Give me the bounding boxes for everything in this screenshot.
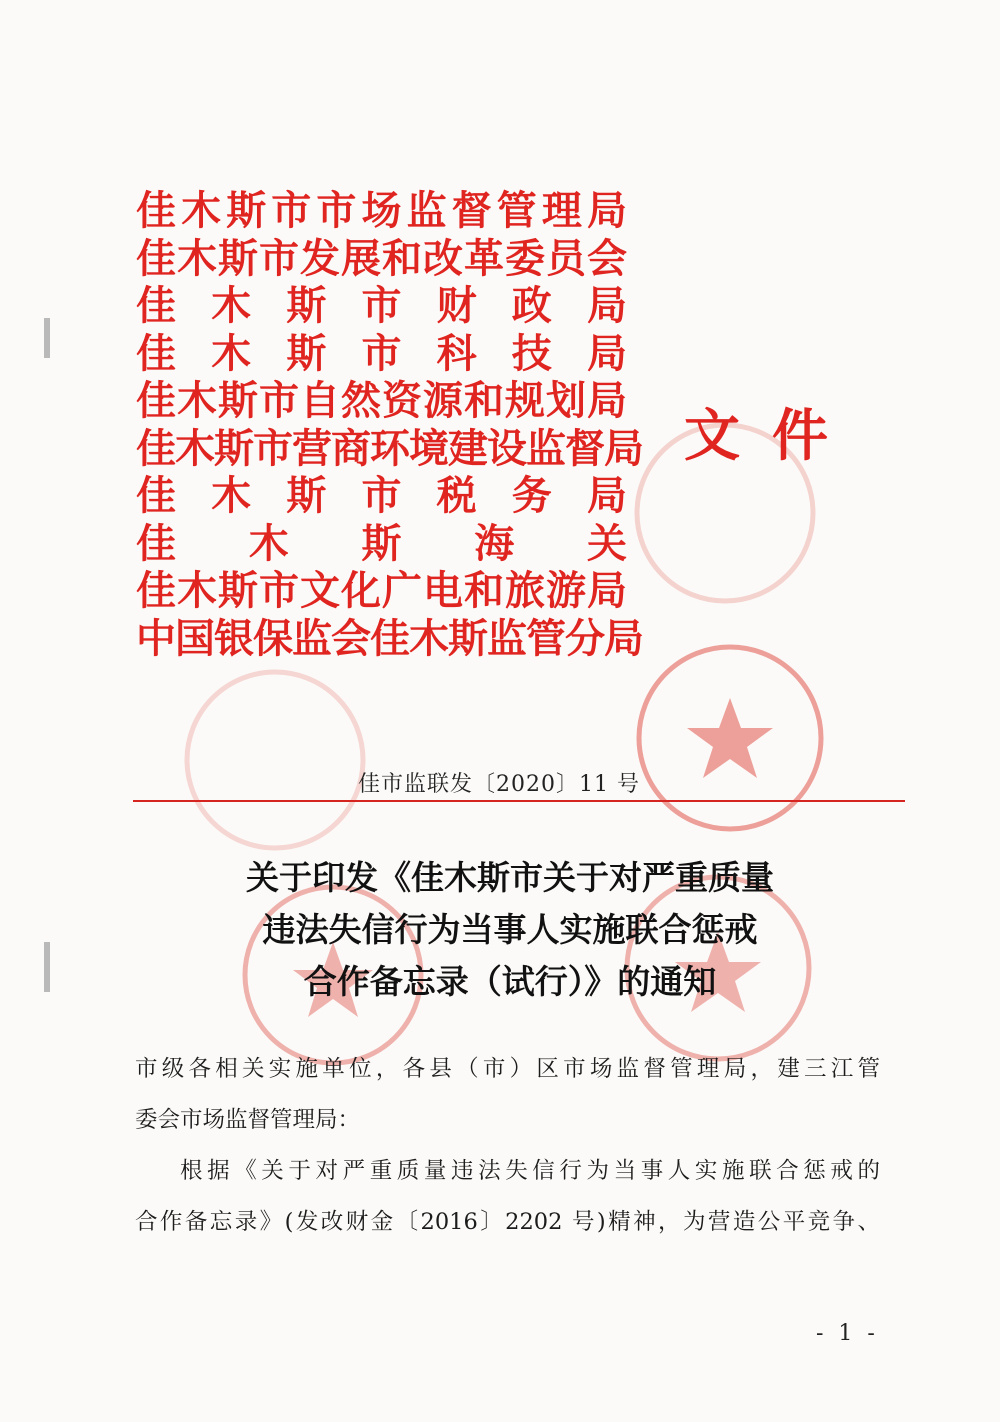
binding-mark — [44, 942, 50, 992]
body-line: 根据《关于对严重质量违法失信行为当事人实施联合惩戒的 — [180, 1158, 880, 1184]
page-number: - 1 - — [816, 1321, 879, 1346]
agency-name: 佳 木 斯 市 自 然 资 源 和 规 划 局 — [136, 378, 626, 424]
official-seal — [632, 640, 828, 836]
binding-mark — [44, 318, 50, 358]
agency-name: 佳 木 斯 市 科 技 局 — [136, 330, 626, 377]
agency-name: 佳 木 斯 市 发 展 和 改 革 委 员 会 — [136, 235, 626, 282]
body-line: 合作备忘录》(发改财金〔2016〕2202 号)精神，为营造公平竞争、 — [135, 1209, 880, 1235]
agency-name: 中 国 银 保 监 会 佳 木 斯 监 管 分 局 — [136, 615, 643, 662]
body-line: 委会市场监督管理局： — [135, 1107, 361, 1133]
document-number: 佳市监联发〔2020〕11 号 — [358, 772, 640, 797]
red-separator-line — [133, 800, 905, 802]
agency-name: 佳 木 斯 市 市 场 监 督 管 理 局 — [136, 188, 626, 234]
title-line: 合作备忘录（试行）》的通知 — [303, 962, 717, 1001]
document-title — [130, 852, 890, 1008]
document-type-label: 文件 — [684, 404, 860, 469]
agency-name: 佳 木 斯 市 文 化 广 电 和 旅 游 局 — [136, 568, 626, 614]
document-body — [135, 1044, 880, 1248]
agency-name: 佳 木 斯 海 关 — [136, 520, 626, 567]
agency-name: 佳 木 斯 市 税 务 局 — [136, 473, 626, 519]
body-line: 市级各相关实施单位，各县（市）区市场监督管理局，建三江管 — [135, 1056, 880, 1082]
issuing-agencies — [136, 188, 643, 663]
title-line: 关于印发《佳木斯市关于对严重质量 — [246, 858, 774, 897]
official-seal — [180, 665, 370, 855]
agency-name: 佳 木 斯 市 财 政 局 — [136, 283, 626, 329]
agency-name: 佳 木 斯 市 营 商 环 境 建 设 监 督 局 — [136, 425, 643, 472]
title-line: 违法失信行为当事人实施联合惩戒 — [262, 910, 758, 949]
